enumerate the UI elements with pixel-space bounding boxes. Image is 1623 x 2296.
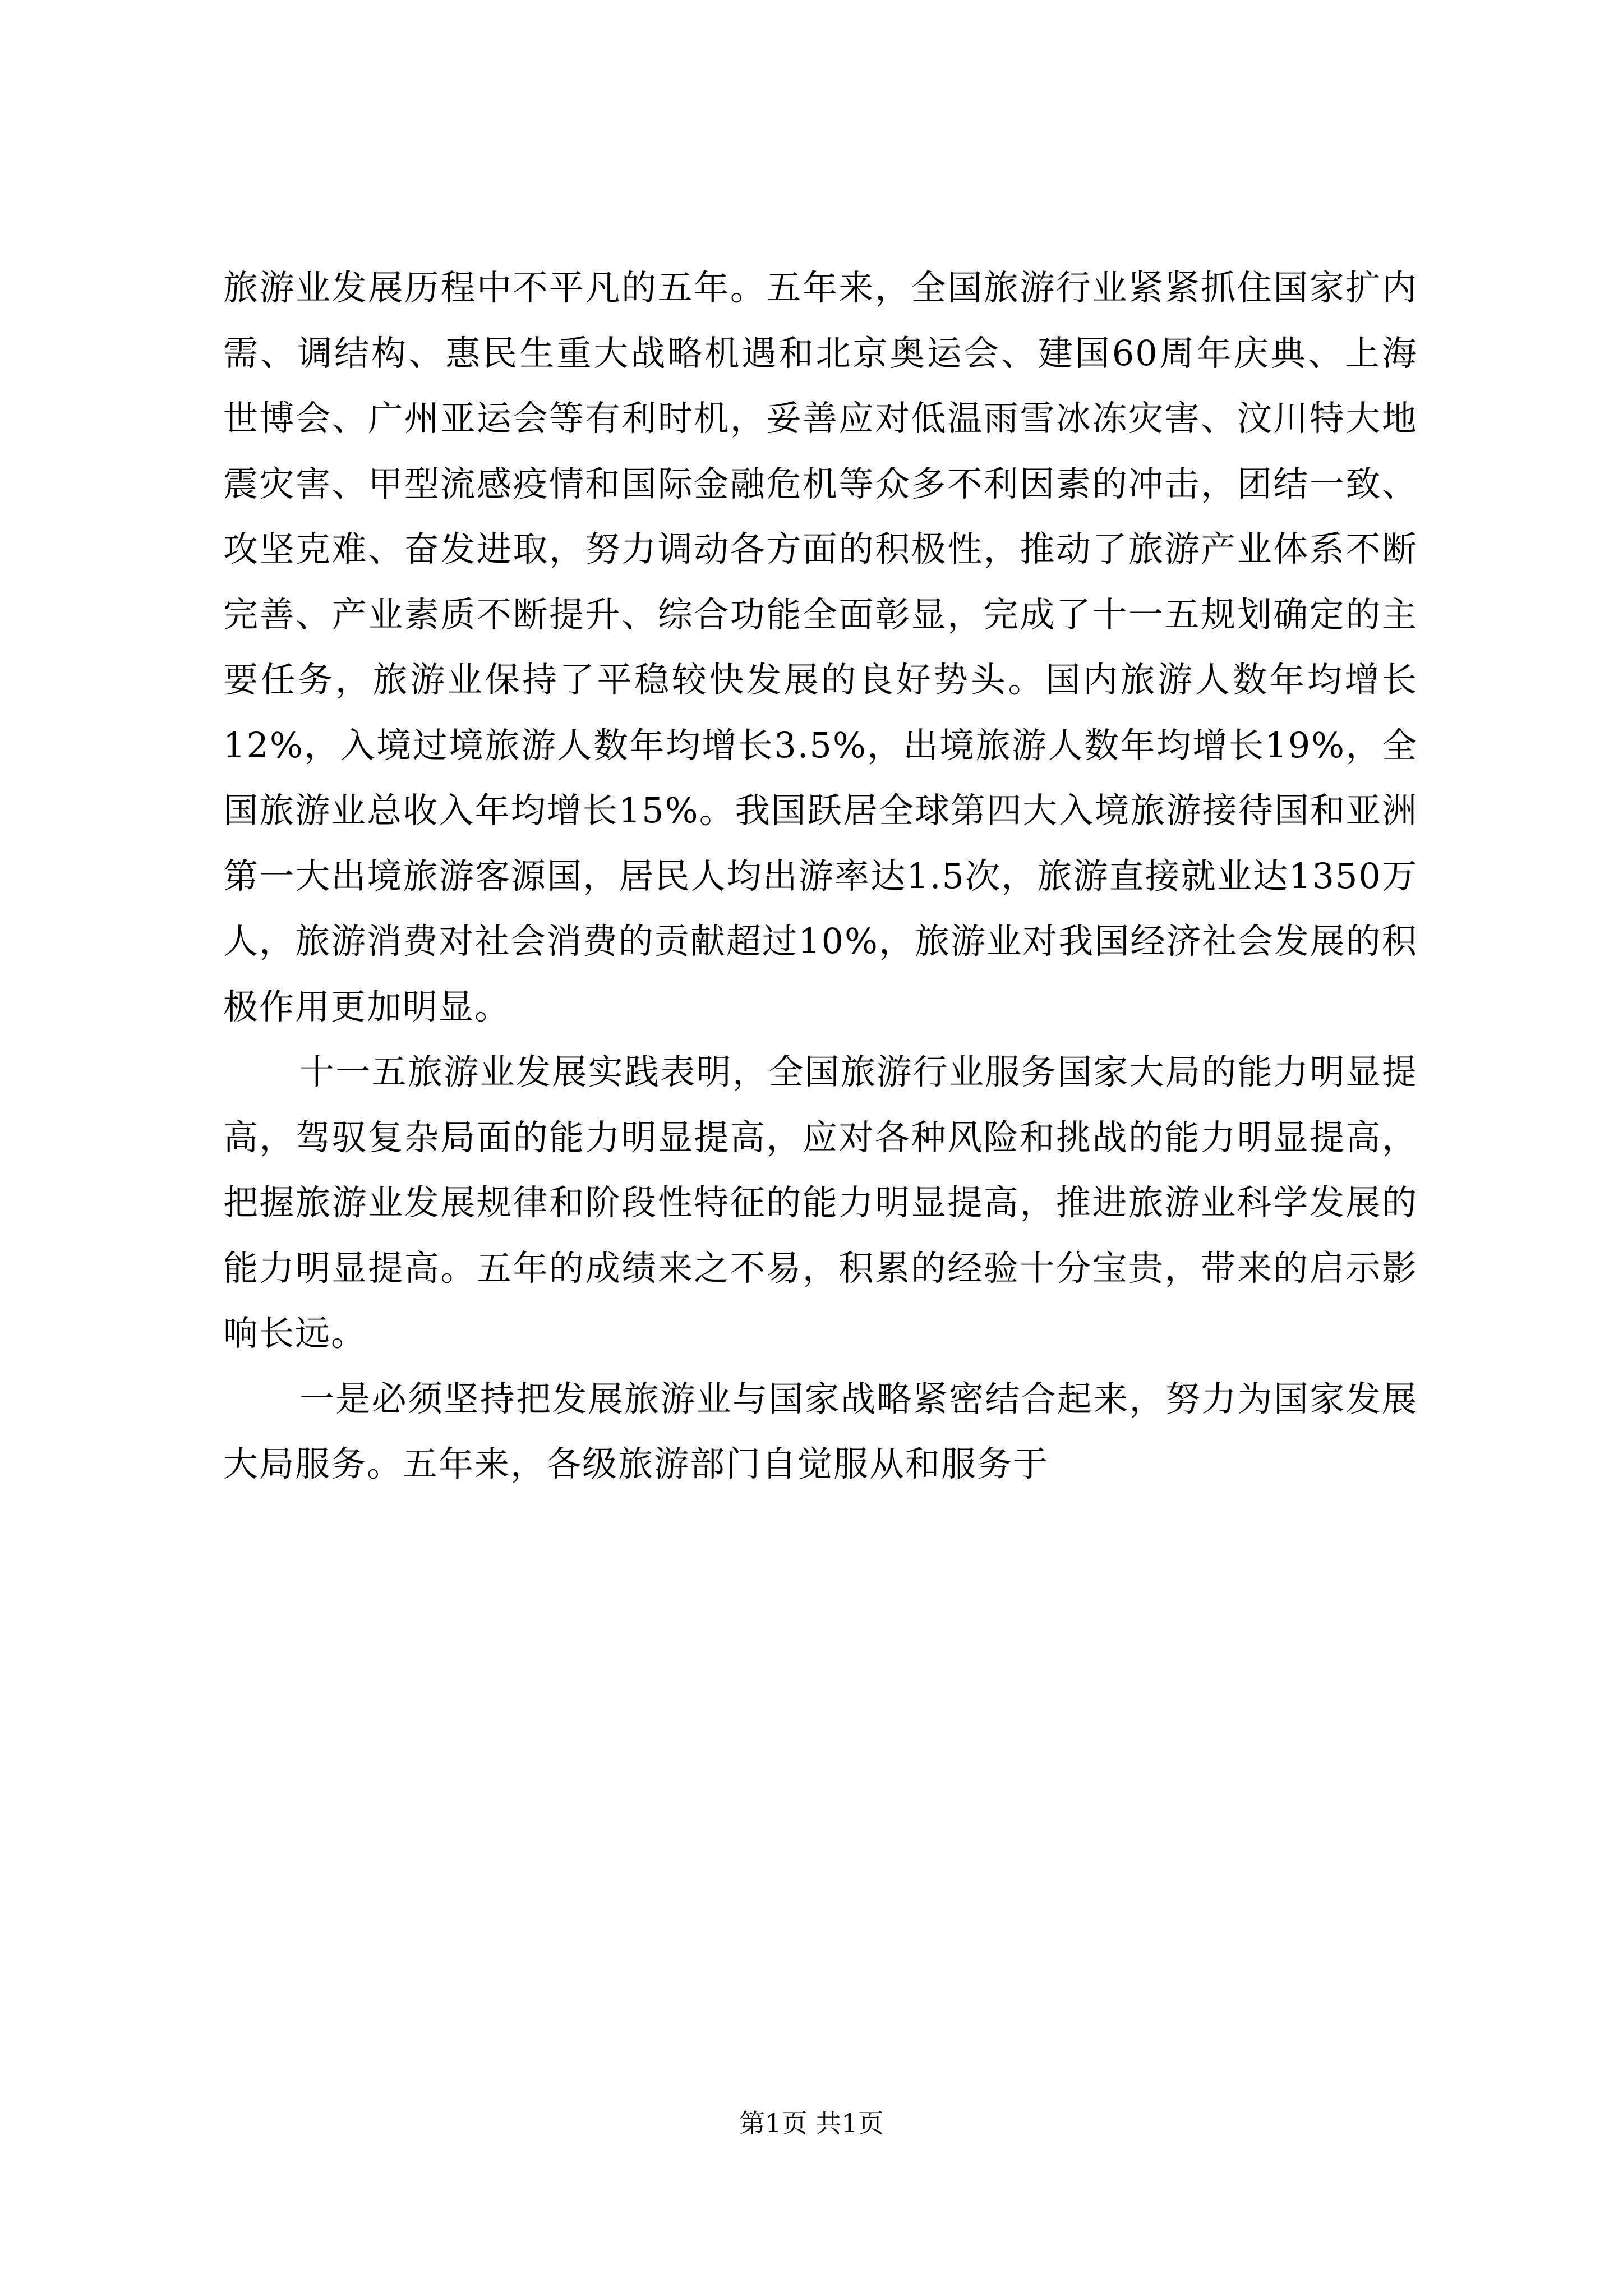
paragraph-2: 十一五旅游业发展实践表明，全国旅游行业服务国家大局的能力明显提高，驾驭复杂局面的能力明显提高，应对各种风险和挑战的能力明显提高，把握旅游业发展规律和阶段性特征的能力明显提高，推进旅游业科学发展的能力明显提高。五年的成绩来之不易，积累的经验十分宝贵，带来的启示影响长远。 bbox=[223, 1051, 1418, 1354]
document-body bbox=[223, 255, 1418, 1497]
paragraph-3: 一是必须坚持把发展旅游业与国家战略紧密结合起来，努力为国家发展大局服务。五年来，各级旅游部门自觉服从和服务于 bbox=[223, 1378, 1418, 1484]
paragraph-1: 旅游业发展历程中不平凡的五年。五年来，全国旅游行业紧紧抓住国家扩内需、调结构、惠民生重大战略机遇和北京奥运会、建国60周年庆典、上海世博会、广州亚运会等有利时机，妥善应对低温雨雪冰冻灾害、汶川特大地震灾害、甲型流感疫情和国际金融危机等众多不利因素的冲击，团结一致、攻坚克难、奋发进取，努力调动各方面的积极性，推动了旅游产业体系不断完善、产业素质不断提升、综合功能全面彰显，完成了十一五规划确定的主要任务，旅游业保持了平稳较快发展的良好势头。国内旅游人数年均增长12%，入境过境旅游人数年均增长3.5%，出境旅游人数年均增长19%，全国旅游业总收入年均增长15%。我国跃居全球第四大入境旅游接待国和亚洲第一大出境旅游客源国，居民人均出游率达1.5次，旅游直接就业达1350万人，旅游消费对社会消费的贡献超过10%，旅游业对我国经济社会发展的积极作用更加明显。 bbox=[223, 267, 1418, 1027]
page-footer: 第1页 共1页 bbox=[739, 2108, 884, 2138]
